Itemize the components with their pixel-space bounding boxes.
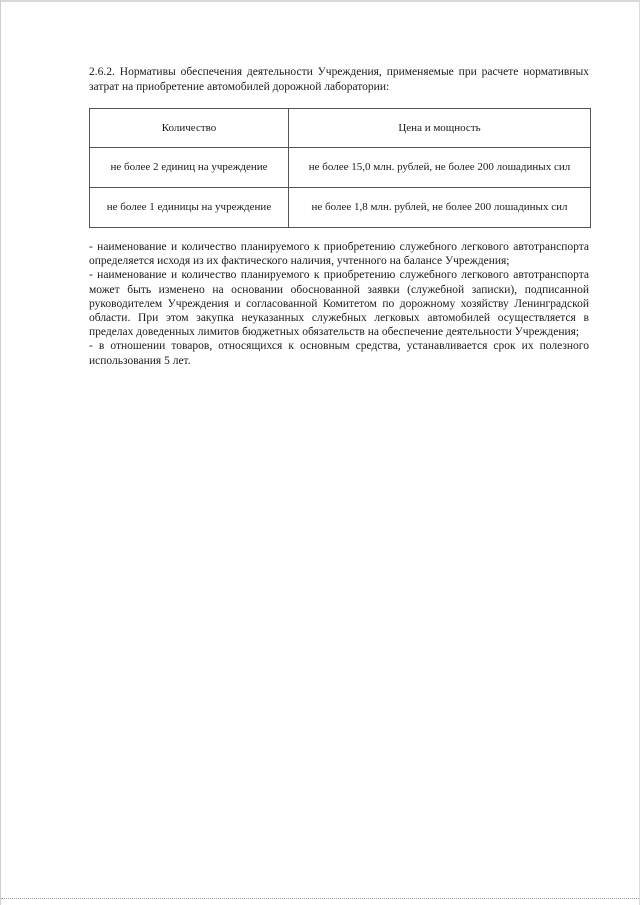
norms-table — [89, 108, 591, 228]
table-header-quantity: Количество — [90, 109, 289, 148]
paragraph-vehicle-count: - наименование и количество планируемого к приобретению служебного легкового автотранспорта определяется исходя из их фактического наличия, учтенного на балансе Учреждения; — [89, 241, 589, 268]
table-cell-price-power: не более 15,0 млн. рублей, не более 200 лошадиных сил — [289, 148, 591, 188]
bottom-scan-edge — [1, 898, 640, 899]
table-cell-price-power: не более 1,8 млн. рублей, не более 200 лошадиных сил — [289, 188, 591, 228]
body-text — [89, 240, 589, 368]
paragraph-vehicle-change: - наименование и количество планируемого к приобретению служебного легкового автотранспорта может быть изменено на основании обоснованной заявки (служебной записки), подписанной руководителем Учреждения и согласованной Комитетом по дорожному хозяйству Ленинградской области. При этом закупка неуказанных служебных легковых автомобилей осуществляется в пределах доведенных лимитов бюджетных обязательств на обеспечение деятельности Учреждения; — [89, 269, 589, 339]
table-header-price-power: Цена и мощность — [289, 109, 591, 148]
table-cell-quantity: не более 2 единиц на учреждение — [90, 148, 289, 188]
section-heading: 2.6.2. Нормативы обеспечения деятельности Учреждения, применяемые при расчете нормативных затрат на приобретение автомобилей дорожной лаборатории: — [89, 66, 589, 93]
table-row — [90, 188, 591, 228]
table-row — [90, 148, 591, 188]
table-header-row — [90, 109, 591, 148]
paragraph-useful-life: - в отношении товаров, относящихся к основным средства, устанавливается срок их полезного использования 5 лет. — [89, 340, 589, 367]
top-scan-edge — [1, 0, 640, 2]
table-cell-quantity: не более 1 единицы на учреждение — [90, 188, 289, 228]
